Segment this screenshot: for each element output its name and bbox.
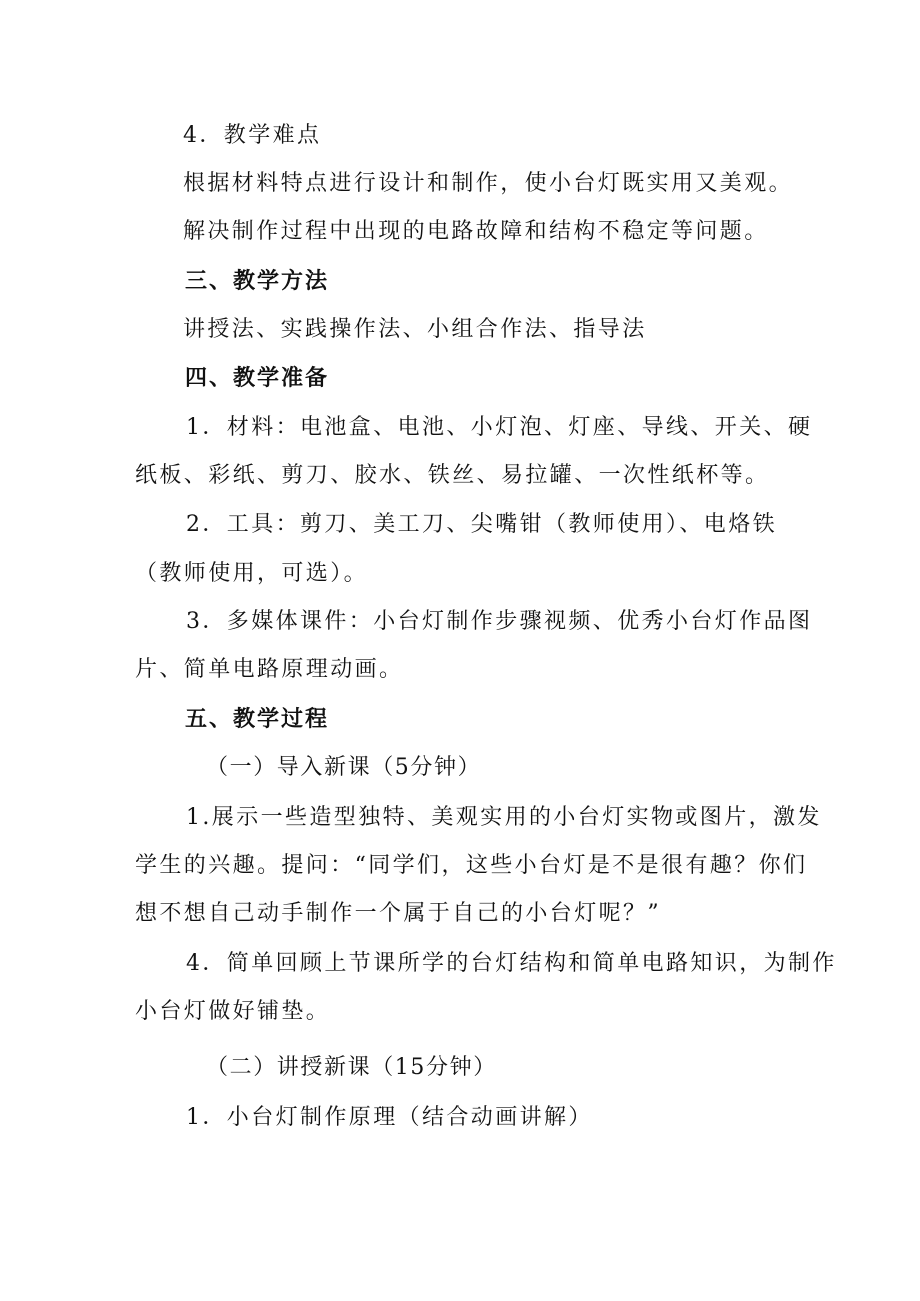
- paragraph-line: （教师使用，可选）。: [135, 561, 369, 586]
- paragraph-line: 学生的兴趣。提问：“同学们，这些小台灯是不是很有趣？你们: [135, 853, 808, 878]
- section-heading-teaching-process: 五、教学过程: [185, 707, 330, 732]
- paragraph-line: 根据材料特点进行设计和制作，使小台灯既实用又美观。: [183, 171, 794, 196]
- subsection-heading-introduction: （一）导入新课（5分钟）: [206, 755, 482, 780]
- paragraph-line: 1.展示一些造型独特、美观实用的小台灯实物或图片，激发: [186, 805, 822, 830]
- paragraph-line: 解决制作过程中出现的电路故障和结构不稳定等问题。: [183, 219, 769, 244]
- paragraph-line: 4．简单回顾上节课所学的台灯结构和简单电路知识，为制作: [186, 951, 837, 976]
- list-item-multimedia: 3．多媒体课件：小台灯制作步骤视频、优秀小台灯作品图: [186, 609, 813, 634]
- subheading-teaching-difficulties: 4．教学难点: [183, 123, 322, 148]
- paragraph-line: 小台灯做好铺垫。: [135, 999, 331, 1024]
- section-heading-teaching-methods: 三、教学方法: [185, 269, 330, 294]
- subsection-heading-new-lesson: （二）讲授新课（15分钟）: [206, 1055, 497, 1080]
- section-heading-teaching-preparation: 四、教学准备: [185, 366, 330, 391]
- list-item-tools: 2．工具：剪刀、美工刀、尖嘴钳（教师使用）、电烙铁: [186, 512, 777, 537]
- list-item-principle: 1．小台灯制作原理（结合动画讲解）: [186, 1105, 593, 1130]
- paragraph-line: 想不想自己动手制作一个属于自己的小台灯呢？”: [135, 901, 662, 926]
- list-item-materials: 1．材料：电池盒、电池、小灯泡、灯座、导线、开关、硬: [186, 415, 813, 440]
- paragraph-line: 片、简单电路原理动画。: [135, 657, 404, 682]
- paragraph-line: 讲授法、实践操作法、小组合作法、指导法: [183, 317, 647, 342]
- paragraph-line: 纸板、彩纸、剪刀、胶水、铁丝、易拉罐、一次性纸杯等。: [135, 463, 770, 488]
